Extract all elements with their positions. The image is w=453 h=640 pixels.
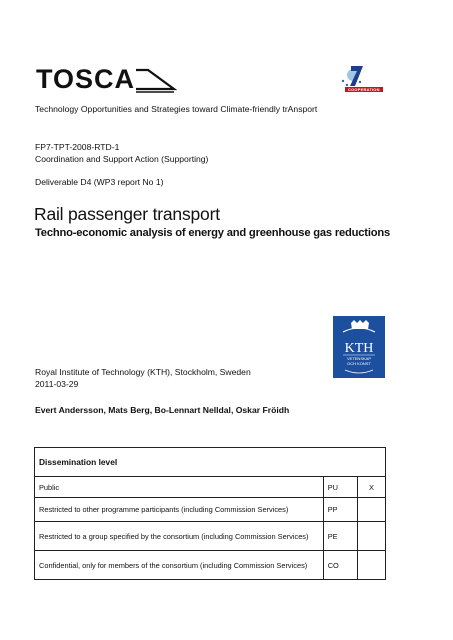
- action-type: Coordination and Support Action (Supporting): [35, 154, 209, 164]
- dissemination-row: [35, 477, 386, 498]
- dissemination-mark: X: [357, 477, 385, 498]
- document-title: Rail passenger transport: [34, 204, 220, 224]
- author-list: Evert Andersson, Mats Berg, Bo-Lennart Nelldal, Oskar Fröidh: [35, 405, 290, 415]
- dissemination-level-table: [34, 447, 386, 580]
- kth-motto-line-2: OCH KONST: [347, 361, 371, 366]
- dissemination-row: [35, 498, 386, 522]
- dissemination-row: [35, 551, 386, 580]
- dissemination-label: Restricted to a group specified by the consortium (including Commission Services): [35, 522, 324, 551]
- dissemination-label: Public: [35, 477, 324, 498]
- dissemination-code: CO: [323, 551, 357, 580]
- dissemination-code: PP: [323, 498, 357, 522]
- project-tagline: Technology Opportunities and Strategies toward Climate-friendly trAnsport: [35, 104, 318, 114]
- kth-motto-line-1: VETENSKAP: [346, 356, 372, 361]
- tosca-logo: [34, 62, 184, 94]
- dissemination-code: PE: [323, 522, 357, 551]
- fp7-cooperation-caption: COOPERATION: [345, 87, 383, 92]
- institution-name: Royal Institute of Technology (KTH), Stockholm, Sweden: [35, 367, 251, 377]
- kth-logo: [333, 316, 385, 378]
- dissemination-label: Confidential, only for members of the consortium (including Commission Services): [35, 551, 324, 580]
- dissemination-header-row: [35, 448, 386, 477]
- dissemination-code: PU: [323, 477, 357, 498]
- dissemination-row: [35, 522, 386, 551]
- kth-logo-text: KTH: [344, 341, 374, 356]
- dissemination-label: Restricted to other programme participants (including Commission Services): [35, 498, 324, 522]
- dissemination-mark: [357, 522, 385, 551]
- document-subtitle: Techno-economic analysis of energy and greenhouse gas reductions: [35, 227, 391, 239]
- project-code: FP7-TPT-2008-RTD-1: [35, 142, 120, 152]
- dissemination-mark: [357, 498, 385, 522]
- deliverable-id: Deliverable D4 (WP3 report No 1): [35, 177, 164, 187]
- report-date: 2011-03-29: [35, 379, 79, 389]
- tosca-logo-text: TOSCA: [36, 64, 136, 94]
- institution-block: [35, 366, 251, 390]
- dissemination-mark: [357, 551, 385, 580]
- dissemination-header: Dissemination level: [35, 448, 386, 477]
